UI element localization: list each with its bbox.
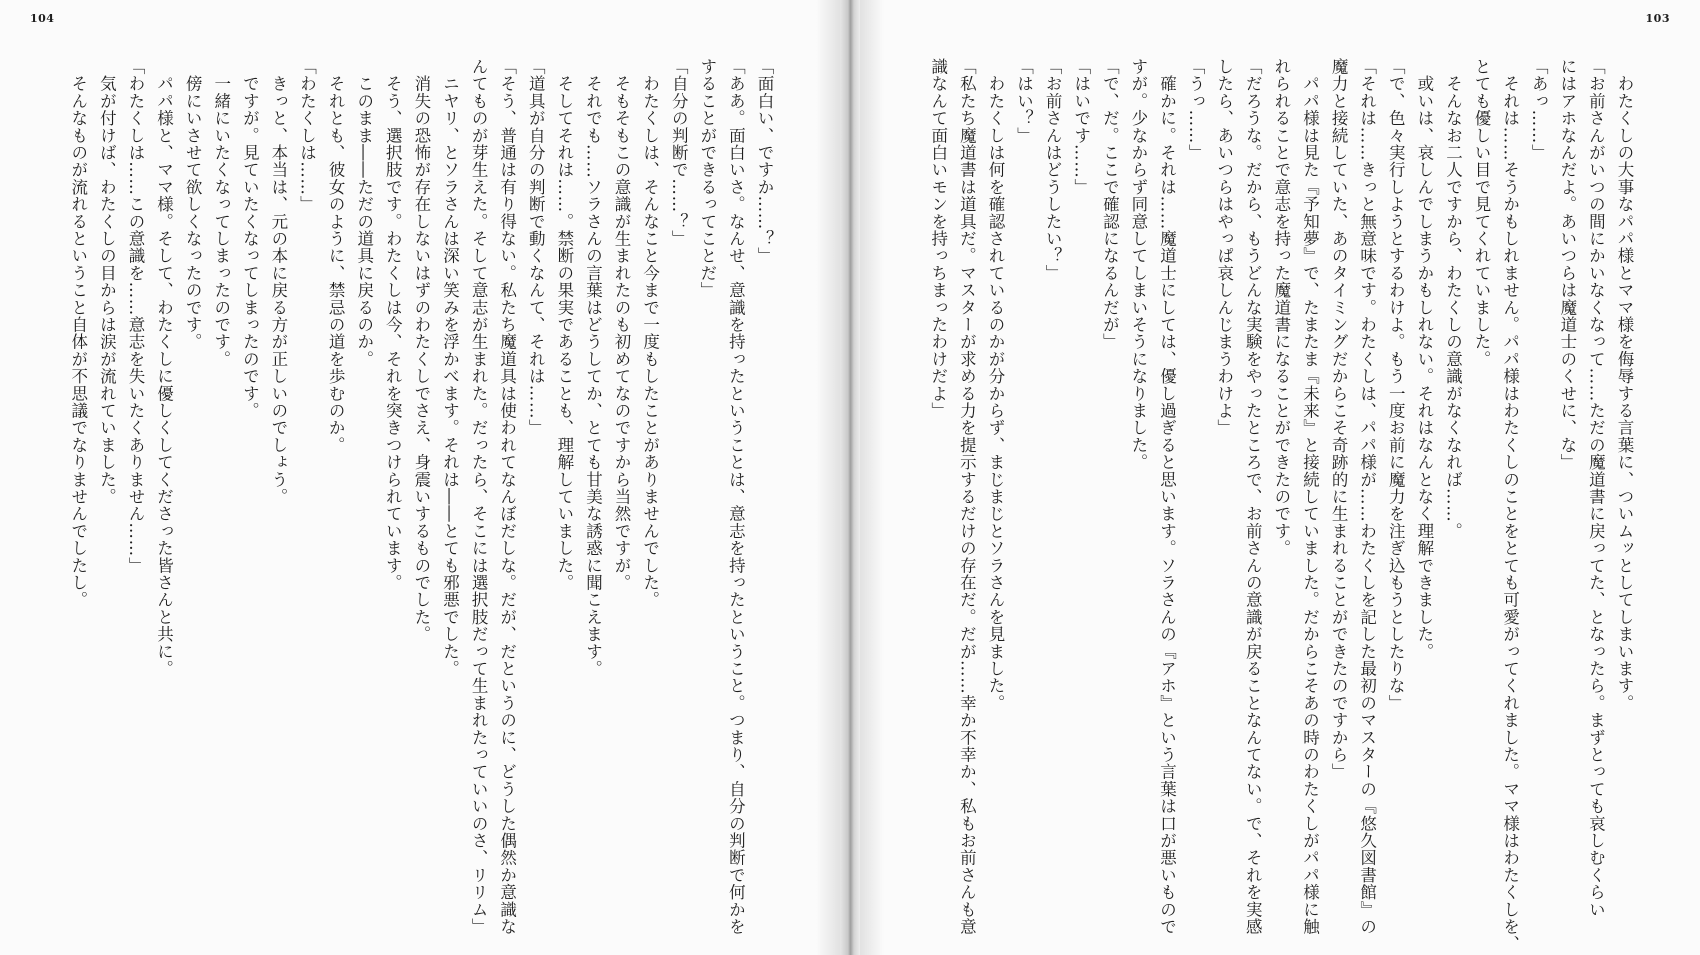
text-line: きっと、本当は、元の本に戻る方が正しいのでしょう。 [268, 58, 288, 506]
text-line: 「そう、普通は有り得ない。私たち魔道具は使われてなんぼだしな。だが、だというのに、どうした偶然か意識な [497, 58, 517, 936]
text-line: 気が付けば、わたくしの目からは涙が流れていました。 [97, 58, 117, 506]
text-line: とても優しい目で見てくれていました。 [1472, 58, 1492, 368]
text-line: 「あっ……」 [1529, 58, 1549, 162]
text-line: したら、あいつらはやっぱ哀しんじまうわけよ」 [1214, 58, 1234, 437]
right-page [860, 0, 1700, 955]
text-line: 「お前さんはどうしたい？」 [1043, 58, 1063, 282]
text-line: わたくしの大事なパパ様とママ様を侮辱する言葉に、ついムッとしてしまいます。 [1615, 58, 1634, 712]
text-line: 或いは、哀しんでしまうかもしれない。それはなんとなく理解できました。 [1414, 58, 1434, 660]
text-line: 「だろうな。だから、もうどんな実験をやったところで、お前さんの意識が戻ることなんてない。で、それを実感 [1243, 58, 1263, 936]
text-line: それとも、彼女のように、禁忌の道を歩むのか。 [326, 58, 346, 454]
text-line: 「私たち魔道書は道具だ。マスターが求める力を提示するだけの存在だ。だが……幸か不幸か、私もお前さんも意 [957, 58, 977, 936]
text-line: 「わたくしは……」 [297, 58, 317, 213]
text-line: 消失の恐怖が存在しないはずのわたくしでさえ、身震いするものでした。 [411, 58, 431, 643]
text-line: そう、選択肢です。わたくしは今、それを突きつけられています。 [383, 58, 403, 592]
text-line: ニヤリ、とソラさんは深い笑みを浮かべます。それは――とても邪悪でした。 [440, 58, 460, 678]
text-line: 確かに。それは……魔道士にしては、優し過ぎると思います。ソラさんの『アホ』という言葉は口が悪いもので [1157, 58, 1177, 936]
text-line: にはアホなんだよ。あいつらは魔道士のくせに、な」 [1557, 58, 1577, 471]
text-line: 「はいです……」 [1071, 58, 1091, 196]
text-line: 「自分の判断で……？」 [669, 58, 689, 248]
text-line: 一緒にいたくなってしまったのです。 [211, 58, 231, 368]
text-line: 傍にいさせて欲しくなったのです。 [183, 58, 203, 351]
text-line: パパ様は見た『予知夢』で、たまたま『未来』と接続していました。だからこそあの時のわたくしがパパ様に触 [1300, 58, 1320, 936]
text-line: 「で、だ。ここで確認になるんだが」 [1100, 58, 1120, 351]
text-line: 識なんて面白いモンを持っちまったわけだよ」 [928, 58, 948, 420]
text-line: わたくしは何を確認されているのかが分からず、まじまじとソラさんを見ました。 [985, 58, 1005, 712]
text-line: そんなものが流れるということ自体が不思議でなりませんでしたし。 [68, 58, 88, 609]
text-line: そもそもこの意識が生まれたのも初めてなのですから当然ですが。 [612, 58, 632, 592]
text-line: そんなお二人ですから、わたくしの意識がなくなれば……。 [1443, 58, 1463, 540]
text-line: 「で、色々実行しようとするわけよ。もう一度お前に魔力を注ぎ込もうとしたりな」 [1386, 58, 1406, 712]
text-line: このまま――ただの道具に戻るのか。 [354, 58, 374, 368]
text-line: 「それは……きっと無意味です。わたくしは、パパ様が……わたくしを記した最初のマスターの『悠久図書館』の [1357, 58, 1377, 936]
text-line: 「うっ……」 [1186, 58, 1206, 162]
text-line: 「はい？」 [1014, 58, 1034, 144]
text-line: そしてそれは……。禁断の果実であることも、理解していました。 [554, 58, 574, 592]
page-number-left: 104 [30, 12, 55, 25]
text-line: れられることで意志を持った魔道書になることができたのです。 [1271, 58, 1291, 557]
text-line: それでも……ソラさんの言葉はどうしてか、とても甘美な誘惑に聞こえます。 [583, 58, 603, 678]
text-line: することができるってことだ」 [697, 58, 717, 299]
text-line: 「わたくしは……この意識を……意志を失いたくありません……」 [125, 58, 145, 574]
book-gutter [840, 0, 860, 955]
text-line: 「ああ。面白いさ。なんせ、意識を持ったということは、意志を持ったということ。つまり、自分の判断で何かを [726, 58, 746, 936]
text-line: わたくしは、そんなこと今まで一度もしたことがありませんでした。 [640, 58, 660, 609]
left-page [0, 0, 840, 955]
text-line: 「道具が自分の判断で動くなんて、それは……」 [526, 58, 546, 437]
text-line: それは……そうかもしれません。パパ様はわたくしのことをとても可愛がってくれました。ママ様はわたくしを、 [1500, 58, 1520, 953]
right-page-text [923, 58, 1638, 953]
text-line: 「面白い、ですか……？」 [755, 58, 774, 265]
left-page-text [63, 58, 778, 936]
text-line: パパ様と、ママ様。そして、わたくしに優しくしてくださった皆さんと共に。 [154, 58, 174, 678]
text-line: 「お前さんがいつの間にかいなくなって……ただの魔道書に戻ってた、となったら。まずとっても哀しむくらい [1586, 58, 1606, 918]
text-line: んてものが芽生えた。そして意志が生まれた。だったら、そこには選択肢だって生まれたっていいのさ、リリム」 [469, 58, 489, 936]
page-number-right: 103 [1645, 12, 1670, 25]
text-line: ですが。見ていたくなってしまったのです。 [240, 58, 260, 420]
text-line: 魔力と接続していた、あのタイミングだからこそ奇跡的に生まれることができたのですから」 [1329, 58, 1349, 781]
text-line: すが。少なからず同意してしまいそうになりました。 [1128, 58, 1148, 471]
